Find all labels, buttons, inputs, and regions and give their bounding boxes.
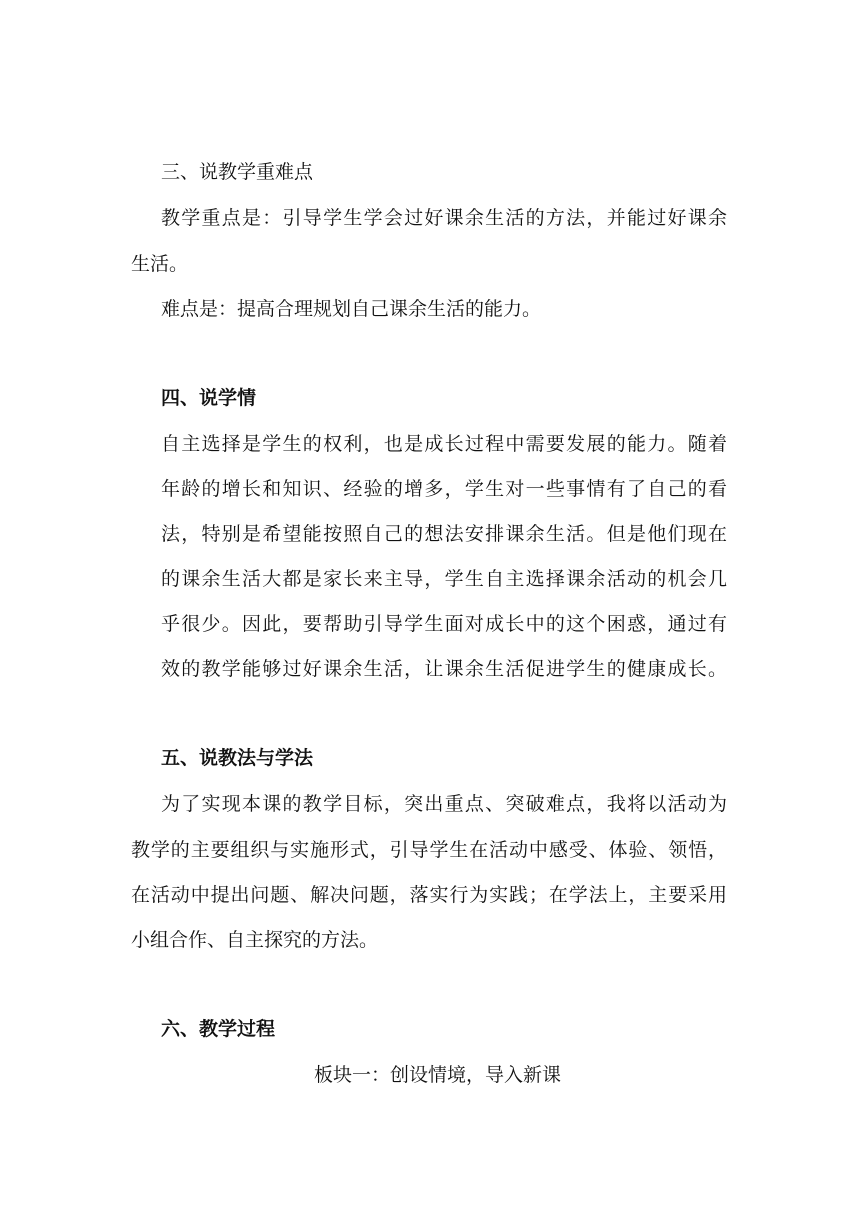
section-3-heading: 三、说教学重难点 [161, 161, 314, 183]
section-5-line-1: 为了实现本课的教学目标，突出重点、突破难点，我将以活动为 [161, 793, 727, 815]
section-4-heading: 四、说学情 [161, 387, 257, 409]
section-3-line-2: 生活。 [131, 253, 189, 275]
section-6-heading: 六、教学过程 [161, 1018, 276, 1040]
section-4-line-6: 效的教学能够过好课余生活，让课余生活促进学生的健康成长。 [161, 658, 727, 680]
section-4-line-5: 乎很少。因此，要帮助引导学生面对成长中的这个困惑，通过有 [161, 613, 727, 635]
section-5-line-4: 小组合作、自主探究的方法。 [131, 929, 379, 951]
section-4-line-3: 法，特别是希望能按照自己的想法安排课余生活。但是他们现在 [161, 523, 727, 545]
section-5-heading: 五、说教法与学法 [161, 747, 314, 769]
section-5-line-3: 在活动中提出问题、解决问题，落实行为实践；在学法上，主要采用 [131, 884, 727, 906]
section-6-subheading: 板块一：创设情境，导入新课 [314, 1064, 562, 1086]
section-3-line-1: 教学重点是：引导学生学会过好课余生活的方法，并能过好课余 [161, 207, 727, 229]
section-5-line-2: 教学的主要组织与实施形式，引导学生在活动中感受、体验、领悟， [131, 839, 727, 861]
section-4-line-1: 自主选择是学生的权利，也是成长过程中需要发展的能力。随着 [161, 433, 727, 455]
section-4-line-4: 的课余生活大都是家长来主导，学生自主选择课余活动的机会几 [161, 568, 727, 590]
section-3-line-3: 难点是：提高合理规划自己课余生活的能力。 [161, 298, 542, 320]
section-4-line-2: 年龄的增长和知识、经验的增多，学生对一些事情有了自己的看 [161, 478, 727, 500]
